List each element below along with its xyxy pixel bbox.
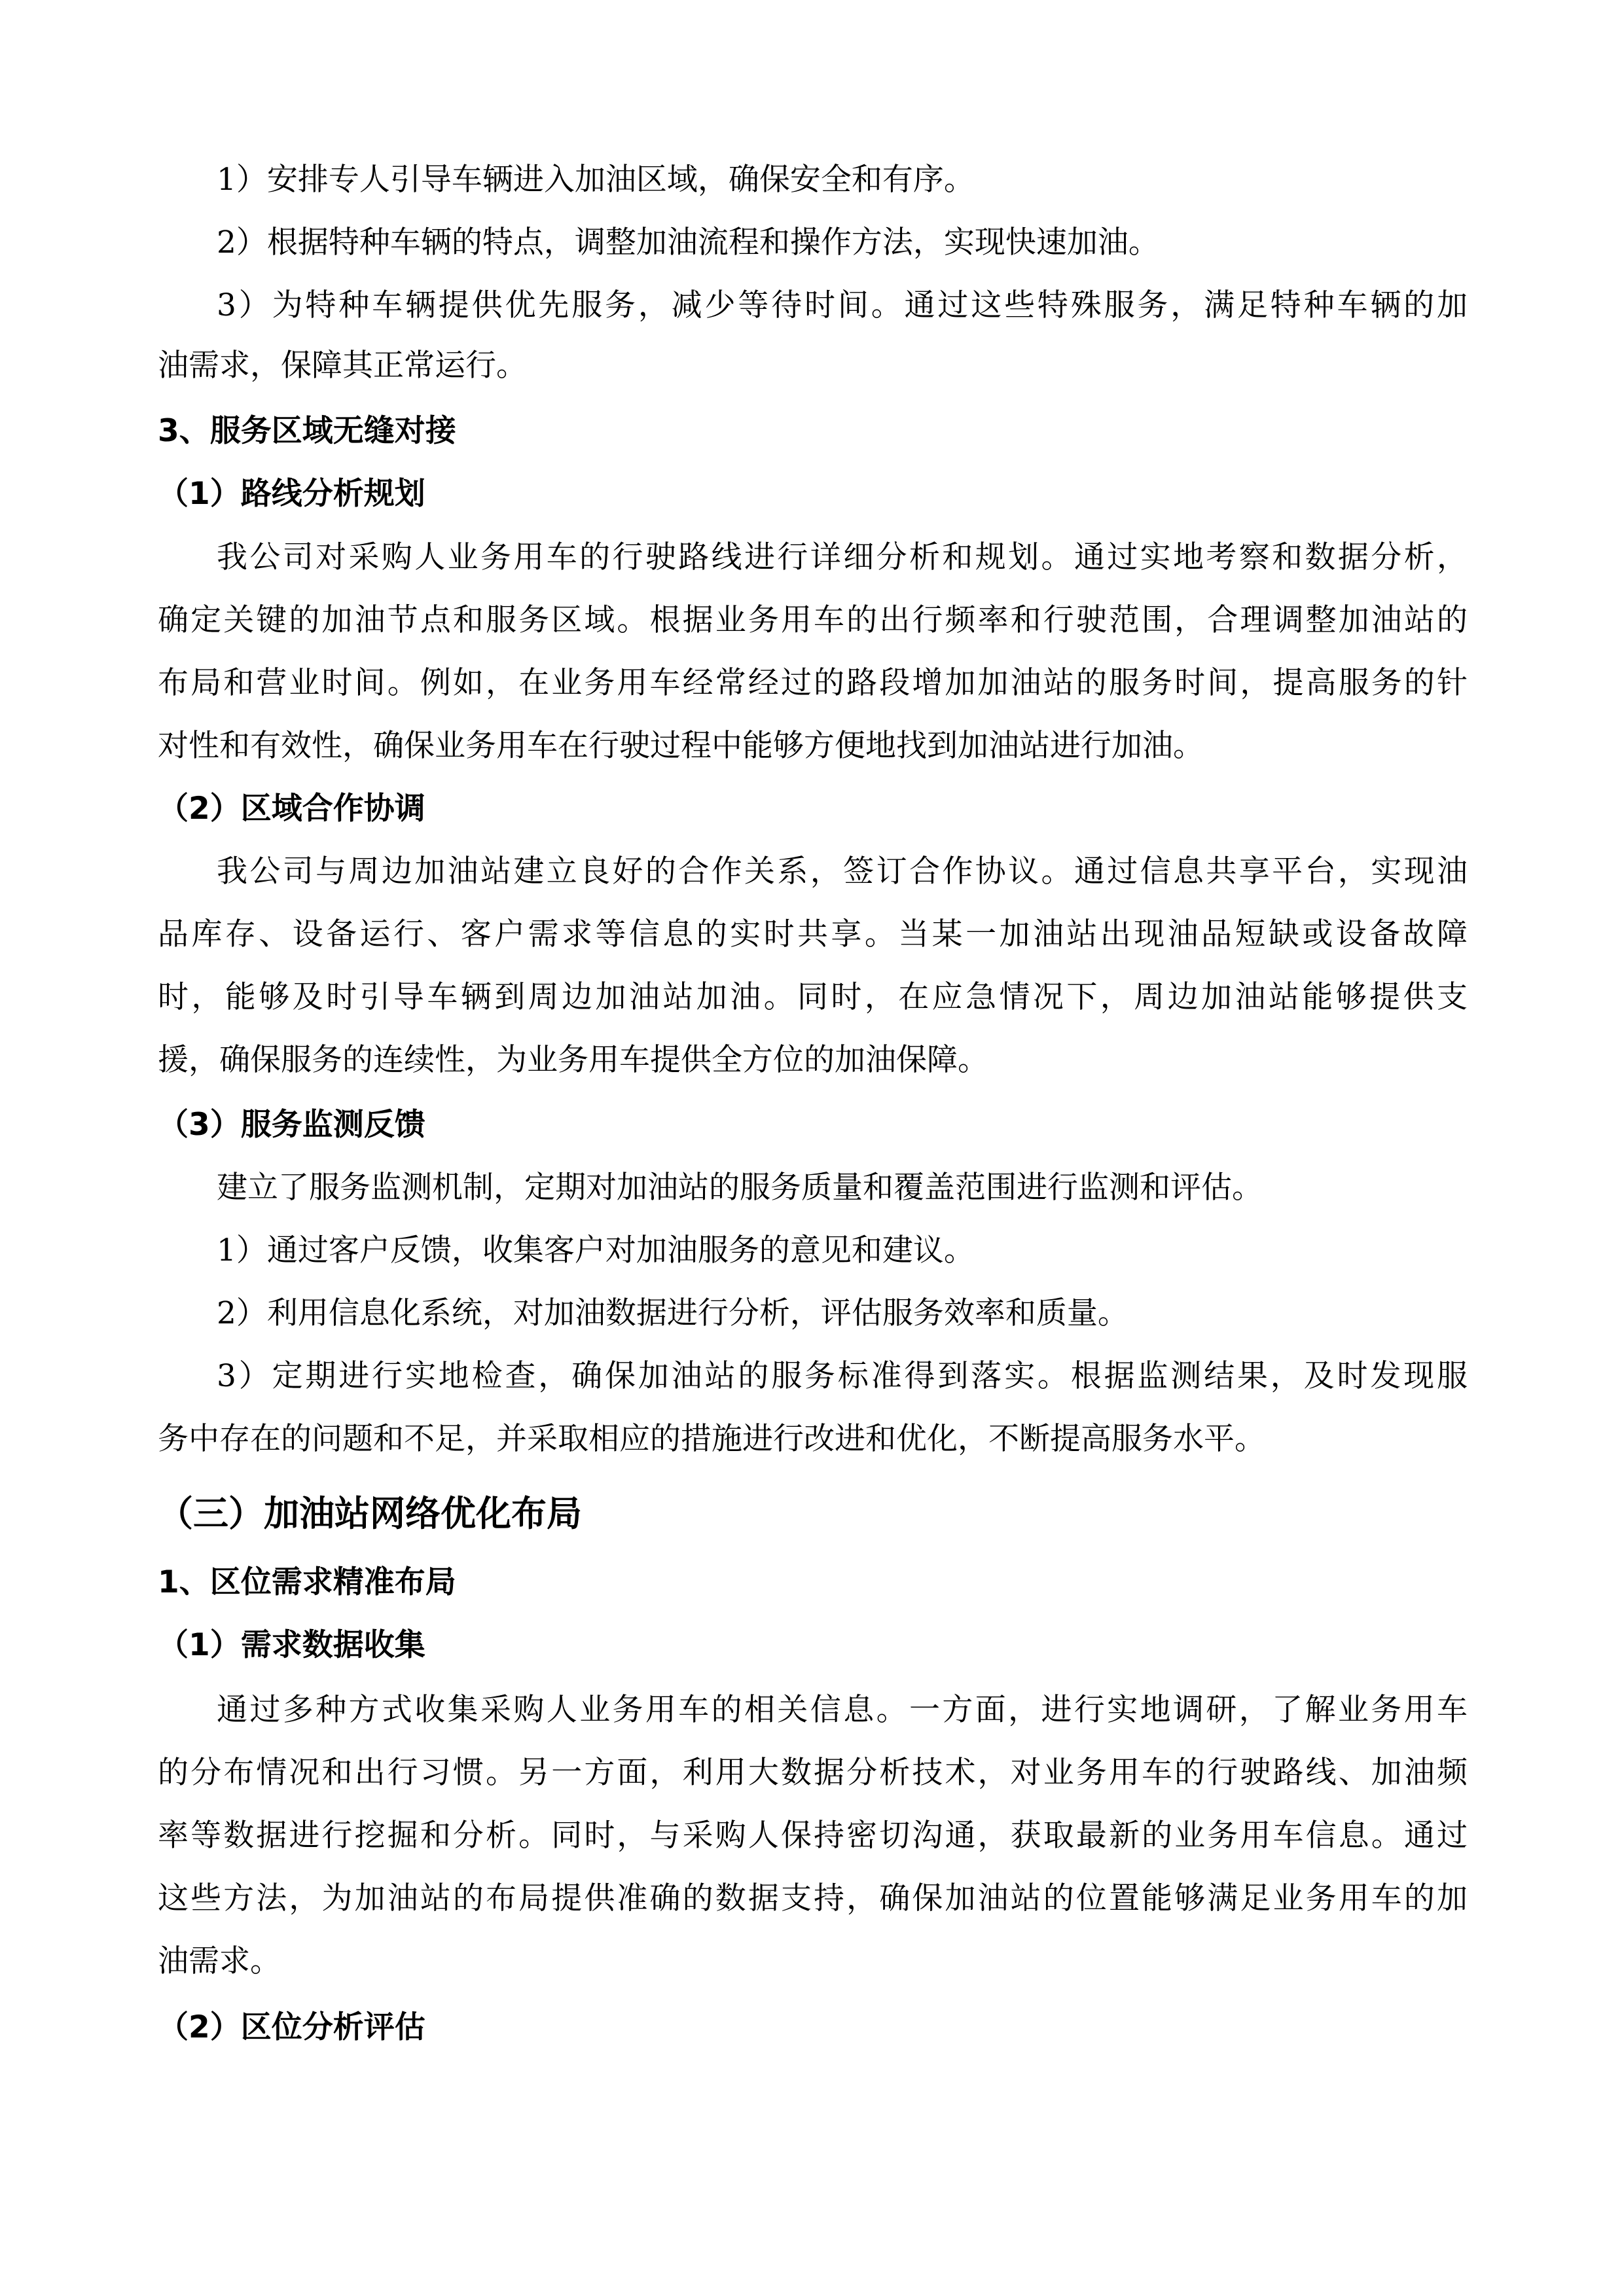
section-heading: 1、区位需求精准布局 bbox=[158, 1564, 456, 1600]
paragraph-line: 布局和营业时间。例如，在业务用车经常经过的路段增加加油站的服务时间，提高服务的针 bbox=[158, 665, 1468, 701]
subsection-heading: （2）区位分析评估 bbox=[158, 2009, 425, 2045]
list-item: 3）定期进行实地检查，确保加油站的服务标准得到落实。根据监测结果，及时发现服 bbox=[217, 1358, 1468, 1394]
paragraph-line: 援，确保服务的连续性，为业务用车提供全方位的加油保障。 bbox=[158, 1042, 988, 1078]
paragraph-line: 确定关键的加油节点和服务区域。根据业务用车的出行频率和行驶范围，合理调整加油站的 bbox=[158, 602, 1468, 638]
list-item: 1）通过客户反馈，收集客户对加油服务的意见和建议。 bbox=[217, 1232, 975, 1268]
paragraph-line: 对性和有效性，确保业务用车在行驶过程中能够方便地找到加油站进行加油。 bbox=[158, 728, 1204, 764]
paragraph-line: 的分布情况和出行习惯。另一方面，利用大数据分析技术，对业务用车的行驶路线、加油频 bbox=[158, 1755, 1468, 1791]
subsection-heading: （3）服务监测反馈 bbox=[158, 1107, 425, 1143]
paragraph-line: 我公司与周边加油站建立良好的合作关系，签订合作协议。通过信息共享平台，实现油 bbox=[217, 853, 1468, 889]
paragraph-line: 务中存在的问题和不足，并采取相应的措施进行改进和优化，不断提高服务水平。 bbox=[158, 1421, 1265, 1457]
subsection-heading: （1）需求数据收集 bbox=[158, 1627, 425, 1663]
paragraph-line: 这些方法，为加油站的布局提供准确的数据支持，确保加油站的位置能够满足业务用车的加 bbox=[158, 1880, 1468, 1916]
subsection-heading: （1）路线分析规划 bbox=[158, 476, 425, 512]
list-item: 2）利用信息化系统，对加油数据进行分析，评估服务效率和质量。 bbox=[217, 1295, 1128, 1331]
paragraph-line: 我公司对采购人业务用车的行驶路线进行详细分析和规划。通过实地考察和数据分析， bbox=[217, 539, 1468, 575]
paragraph-line: 率等数据进行挖掘和分析。同时，与采购人保持密切沟通，获取最新的业务用车信息。通过 bbox=[158, 1818, 1468, 1854]
paragraph-line: 油需求。 bbox=[158, 1943, 281, 1979]
list-item: 1）安排专人引导车辆进入加油区域，确保安全和有序。 bbox=[217, 162, 975, 198]
paragraph-line: 时，能够及时引导车辆到周边加油站加油。同时，在应急情况下，周边加油站能够提供支 bbox=[158, 979, 1468, 1015]
list-item: 3）为特种车辆提供优先服务，减少等待时间。通过这些特殊服务，满足特种车辆的加 bbox=[217, 287, 1468, 323]
list-item: 2）根据特种车辆的特点，调整加油流程和操作方法，实现快速加油。 bbox=[217, 224, 1159, 260]
chapter-heading: （三）加油站网络优化布局 bbox=[158, 1493, 582, 1534]
subsection-heading: （2）区域合作协调 bbox=[158, 791, 425, 827]
paragraph-line: 品库存、设备运行、客户需求等信息的实时共享。当某一加油站出现油品短缺或设备故障 bbox=[158, 916, 1468, 952]
paragraph-line: 建立了服务监测机制，定期对加油站的服务质量和覆盖范围进行监测和评估。 bbox=[217, 1170, 1263, 1206]
section-heading: 3、服务区域无缝对接 bbox=[158, 413, 456, 449]
paragraph-line: 通过多种方式收集采购人业务用车的相关信息。一方面，进行实地调研，了解业务用车 bbox=[217, 1692, 1468, 1728]
paragraph-line: 油需求，保障其正常运行。 bbox=[158, 348, 527, 384]
